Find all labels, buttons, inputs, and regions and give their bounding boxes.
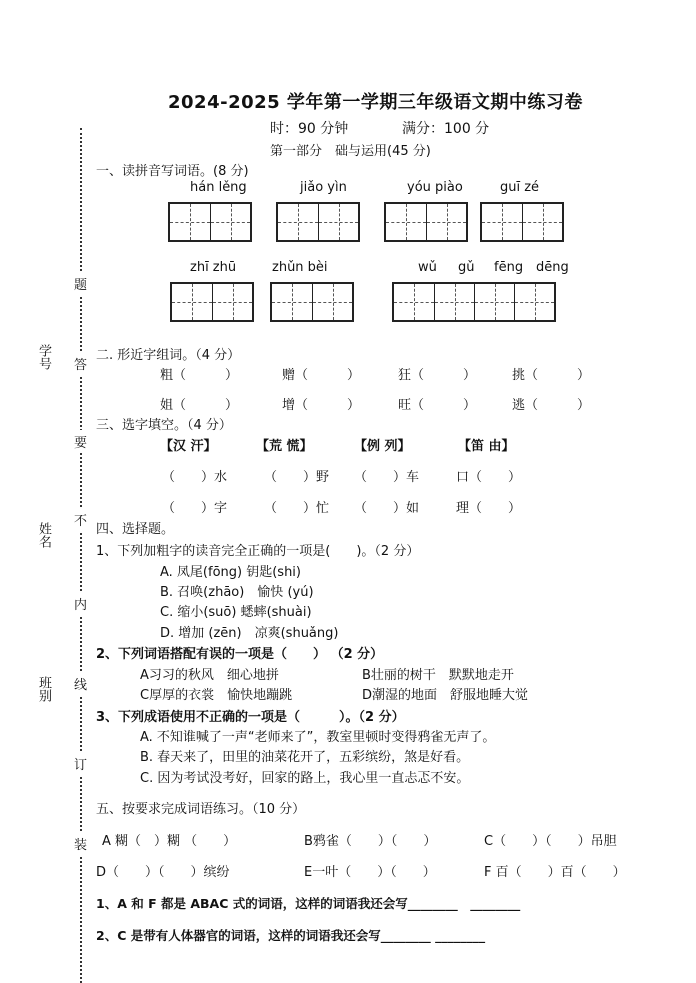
q1-heading: 一、读拼音写词语。(8 分) <box>96 164 249 179</box>
q2-item: 增（ ） <box>282 398 361 413</box>
q3-group: 【例 列】 <box>354 439 411 454</box>
q4-heading: 四、选择题。 <box>96 522 175 537</box>
q3-blank: （ ）忙 <box>264 501 330 516</box>
option: C. 缩小(suō) 蟋蟀(shuài) <box>160 605 312 620</box>
writing-grid[interactable] <box>270 282 354 322</box>
q3-blank: （ ）字 <box>162 501 228 516</box>
q2-item: 粗（ ） <box>160 368 239 383</box>
q2-item: 逃（ ） <box>512 398 591 413</box>
binding-char: 线 <box>74 672 87 695</box>
q2-item: 挑（ ） <box>512 368 591 383</box>
pinyin-label: zhǔn bèi <box>272 260 328 275</box>
writing-grid[interactable] <box>276 202 360 242</box>
pinyin-label: yóu piào <box>407 180 463 195</box>
q4-sub3: 3、下列成语使用不正确的一项是（ ）。（2 分） <box>96 710 405 725</box>
pinyin-label: dēng <box>536 260 569 275</box>
q3-blank: （ ）车 <box>354 470 420 485</box>
q3-blank: （ ）如 <box>354 501 420 516</box>
binding-char: 要 <box>74 430 87 453</box>
q3-group: 【笛 由】 <box>458 439 515 454</box>
q2-item: 旺（ ） <box>398 398 477 413</box>
pinyin-label: gǔ <box>458 260 475 275</box>
q2-heading: 二. 形近字组词。（4 分） <box>96 348 241 363</box>
q5-line2: 2、C 是带有人体器官的词语，这样的词语我还会写________ ________ <box>96 928 486 943</box>
q4-sub2: 2、下列词语搭配有误的一项是（ ） （2 分） <box>96 647 384 662</box>
q5-heading: 五、按要求完成词语练习。（10 分） <box>96 802 306 817</box>
writing-grid[interactable] <box>168 202 252 242</box>
option: B. 召唤(zhāo) 愉快 (yú) <box>160 585 314 600</box>
option: D. 增加 (zēn) 凉爽(shuǎng) <box>160 626 339 641</box>
exam-title: 2024-2025 学年第一学期三年级语文期中练习卷 <box>168 92 583 113</box>
option: D潮湿的地面 舒服地睡大觉 <box>362 688 529 703</box>
exam-time: 时：90 分钟 <box>270 121 349 137</box>
option: B壮丽的树干 默默地走开 <box>362 668 514 683</box>
pinyin-label: jiǎo yìn <box>300 180 347 195</box>
q2-item: 姐（ ） <box>160 398 239 413</box>
q3-blank: （ ）水 <box>162 470 228 485</box>
pinyin-label: fēng <box>494 260 524 275</box>
option: B. 春天来了，田里的油菜花开了，五彩缤纷，煞是好看。 <box>140 750 470 765</box>
q3-blank: 口（ ） <box>456 470 522 485</box>
q3-group: 【汉 汗】 <box>160 439 217 454</box>
binding-char: 题 <box>74 272 87 295</box>
option: A. 不知谁喊了一声“老师来了”，教室里顿时变得鸦雀无声了。 <box>140 730 496 745</box>
q3-blank: 理（ ） <box>456 501 522 516</box>
q5-item: A 糊（ ）糊 （ ） <box>102 834 237 849</box>
writing-grid[interactable] <box>170 282 254 322</box>
writing-grid[interactable] <box>480 202 564 242</box>
student-name-label: 姓名 <box>36 522 51 548</box>
q3-heading: 三、选字填空。（4 分） <box>96 418 232 433</box>
binding-char: 订 <box>74 752 87 775</box>
binding-char: 内 <box>74 592 87 615</box>
option: C. 因为考试没考好，回家的路上，我心里一直忐忑不安。 <box>140 771 470 786</box>
pinyin-label: guī zé <box>500 180 540 195</box>
pinyin-label: zhī zhū <box>190 260 237 275</box>
q5-item: F 百（ ）百（ ） <box>484 865 626 880</box>
q3-blank: （ ）野 <box>264 470 330 485</box>
q5-item: B鸦雀（ ）（ ） <box>304 834 437 849</box>
q2-item: 赠（ ） <box>282 368 361 383</box>
q5-item: C（ ）（ ）吊胆 <box>484 834 617 849</box>
part-title: 第一部分 础与运用(45 分) <box>270 144 431 159</box>
q5-item: D（ ）（ ）缤纷 <box>96 865 230 880</box>
student-number-label: 学号 <box>36 344 51 370</box>
pinyin-label: hán lěng <box>190 180 247 195</box>
option: A习习的秋风 细心地拼 <box>140 668 279 683</box>
writing-grid[interactable] <box>384 202 468 242</box>
exam-score: 满分：100 分 <box>402 121 490 137</box>
class-label: 班别 <box>36 676 51 702</box>
binding-char: 答 <box>74 352 87 375</box>
option: C厚厚的衣裳 愉快地蹦跳 <box>140 688 293 703</box>
q3-group: 【荒 慌】 <box>256 439 313 454</box>
binding-char: 装 <box>74 832 87 855</box>
q2-item: 狂（ ） <box>398 368 477 383</box>
writing-grid[interactable] <box>392 282 556 322</box>
q4-sub1: 1、下列加粗字的读音完全正确的一项是( )。（2 分） <box>96 544 420 559</box>
option: A. 凤尾(fōng) 钥匙(shi) <box>160 565 301 580</box>
binding-char: 不 <box>74 508 87 531</box>
q5-line1: 1、A 和 F 都是 ABAC 式的词语，这样的词语我还会写________ ________ <box>96 896 521 911</box>
q5-item: E一叶（ ）（ ） <box>304 865 436 880</box>
pinyin-label: wǔ <box>418 260 437 275</box>
